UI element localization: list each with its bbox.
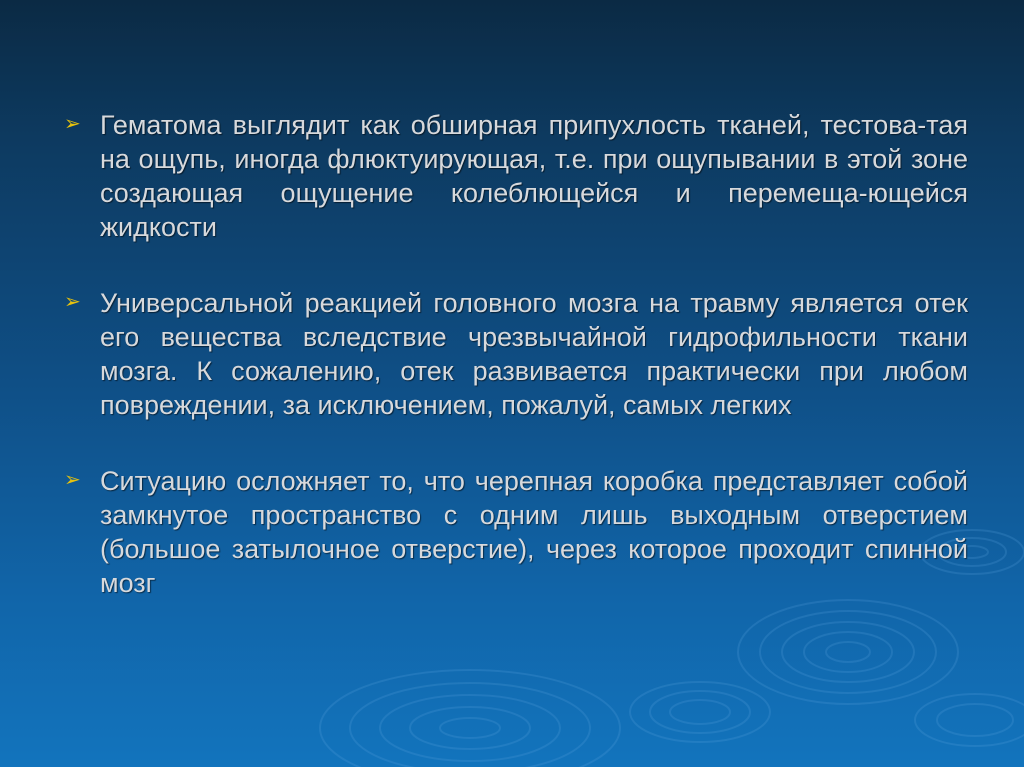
arrowhead-bullet-icon: ➢: [64, 291, 81, 313]
list-item: [64, 286, 968, 422]
list-item: [64, 464, 968, 600]
arrowhead-bullet-icon: ➢: [64, 113, 81, 135]
bullet-text: Универсальной реакцией головного мозга на травму является отек его вещества вследствие чрезвычайной гидрофильности ткани мозга. К сожалению, отек развивается практически при любом повреждении, за исключением, пожалуй, самых легких: [100, 288, 968, 420]
bullet-text: Ситуацию осложняет то, что черепная коробка представляет собой замкнутое пространство с одним лишь выходным отверстием (большое затылочное отверстие), через которое проходит спинной мозг: [100, 466, 968, 598]
arrowhead-bullet-icon: ➢: [64, 469, 81, 491]
bullet-list: [64, 108, 968, 642]
bullet-text: Гематома выглядит как обширная припухлость тканей, тестова-тая на ощупь, иногда флюктуирующая, т.е. при ощупывании в этой зоне создающая ощущение колеблющейся и перемеща-ющейся жидкости: [100, 110, 968, 242]
list-item: [64, 108, 968, 244]
